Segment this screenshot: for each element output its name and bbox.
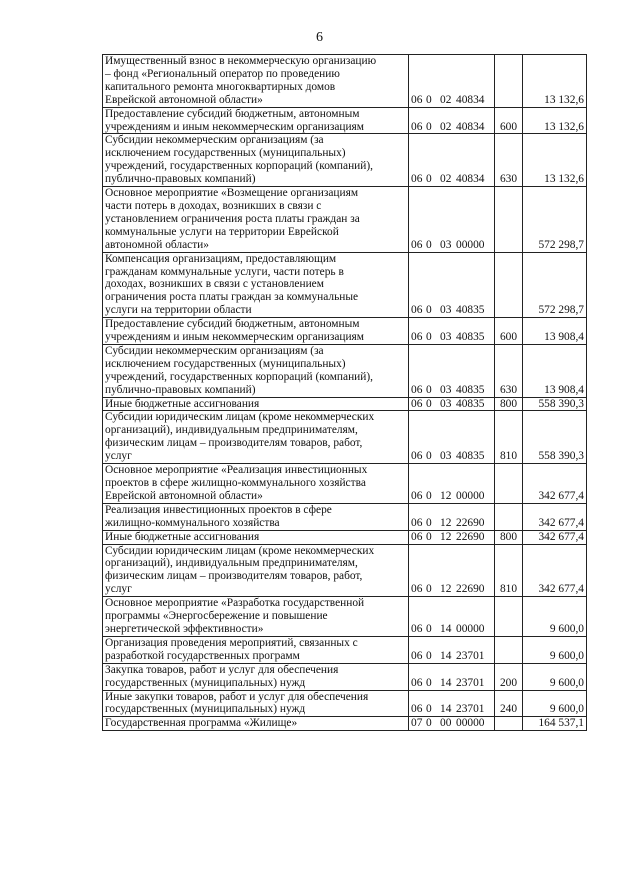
row-code-cell (409, 252, 495, 318)
row-name-line: Имущественный взнос в некоммерческую организацию (105, 55, 377, 67)
row-name-line: физическим лицам – производителям товаров, работ, (105, 570, 363, 583)
measure-code: 03 (440, 450, 452, 463)
row-expense-type (495, 636, 523, 663)
row-name-cell (103, 690, 409, 717)
row-expense-type: 600 (495, 318, 523, 345)
row-amount: 572 298,7 (523, 252, 587, 318)
row-name-line: проектов в сфере жилищно-коммунального хозяйства (105, 477, 366, 489)
program-code: 06 (411, 383, 423, 396)
row-name-cell (103, 252, 409, 318)
row-amount: 342 677,4 (523, 544, 587, 597)
direction-code: 00000 (456, 489, 485, 502)
subprogram-code: 0 (426, 489, 432, 502)
measure-code: 14 (440, 676, 452, 689)
row-name-line: части потерь в доходах, возникших в связи с (105, 199, 322, 212)
row-name-line: Иные бюджетные ассигнования (105, 397, 260, 410)
row-name-cell (103, 636, 409, 663)
row-name-line: Еврейской автономной области» (105, 93, 263, 106)
row-name-line: исключением государственных (муниципальных) (105, 147, 346, 160)
row-name-line: автономной области» (105, 238, 209, 251)
row-name-cell (103, 530, 409, 544)
row-name-cell (103, 397, 409, 411)
program-code: 07 (411, 717, 423, 730)
row-name-cell (103, 187, 409, 253)
row-amount: 9 600,0 (523, 690, 587, 717)
row-code-cell (409, 544, 495, 597)
row-name-line: Субсидии некоммерческим организациям (за (105, 134, 324, 147)
row-code-cell (409, 503, 495, 530)
row-name-line: Иные бюджетные ассигнования (105, 530, 260, 543)
row-code-cell (409, 107, 495, 134)
subprogram-code: 0 (426, 703, 432, 716)
measure-code: 12 (440, 489, 452, 502)
table-row (103, 55, 587, 108)
direction-code: 00000 (456, 238, 485, 251)
page-number: 6 (316, 30, 323, 45)
program-code: 06 (411, 583, 423, 596)
row-name-cell (103, 318, 409, 345)
row-expense-type: 630 (495, 344, 523, 397)
subprogram-code: 0 (426, 397, 432, 410)
measure-code: 14 (440, 622, 452, 635)
subprogram-code: 0 (426, 583, 432, 596)
direction-code: 22690 (456, 583, 485, 596)
row-expense-type: 600 (495, 107, 523, 134)
row-name-cell (103, 503, 409, 530)
row-name-cell (103, 464, 409, 504)
measure-code: 14 (440, 649, 452, 662)
direction-code: 40835 (456, 450, 485, 463)
row-expense-type (495, 55, 523, 108)
row-amount: 9 600,0 (523, 663, 587, 690)
row-expense-type: 630 (495, 134, 523, 187)
program-code: 06 (411, 676, 423, 689)
row-code-cell (409, 717, 495, 731)
measure-code: 12 (440, 583, 452, 596)
row-name-line: исключением государственных (муниципальных) (105, 357, 346, 370)
row-name-line: Иные закупки товаров, работ и услуг для обеспечения (105, 690, 369, 703)
direction-code: 40834 (456, 120, 485, 133)
row-expense-type: 800 (495, 530, 523, 544)
row-name-cell (103, 544, 409, 597)
row-name-line: услуги на территории области (105, 304, 252, 317)
program-code: 06 (411, 397, 423, 410)
row-name-cell (103, 55, 409, 108)
subprogram-code: 0 (426, 173, 432, 186)
row-name-line: Основное мероприятие «Возмещение организациям (105, 187, 359, 200)
subprogram-code: 0 (426, 450, 432, 463)
row-amount: 13 132,6 (523, 107, 587, 134)
row-name-line: разработкой государственных программ (105, 649, 300, 662)
measure-code: 03 (440, 383, 452, 396)
row-amount: 558 390,3 (523, 397, 587, 411)
row-name-line: учреждений, государственных корпораций (компаний), (105, 160, 374, 173)
row-name-line: Компенсация организациям, предоставляющим (105, 252, 337, 265)
program-code: 06 (411, 304, 423, 317)
row-name-cell (103, 107, 409, 134)
row-code-cell (409, 690, 495, 717)
table-row (103, 252, 587, 318)
subprogram-code: 0 (426, 331, 432, 344)
row-name-cell (103, 134, 409, 187)
row-expense-type (495, 187, 523, 253)
row-name-line: жилищно-коммунального хозяйства (105, 516, 280, 529)
program-code: 06 (411, 120, 423, 133)
table-row (103, 107, 587, 134)
row-amount: 9 600,0 (523, 597, 587, 637)
subprogram-code: 0 (426, 649, 432, 662)
row-name-line: Закупка товаров, работ и услуг для обеспечения (105, 663, 339, 676)
row-code-cell (409, 134, 495, 187)
row-name-line: публично-правовых компаний) (105, 173, 256, 186)
table-row (103, 344, 587, 397)
direction-code: 40834 (456, 173, 485, 186)
row-code-cell (409, 411, 495, 464)
measure-code: 14 (440, 703, 452, 716)
table-row (103, 636, 587, 663)
row-name-line: Субсидии некоммерческим организациям (за (105, 344, 324, 357)
program-code: 06 (411, 649, 423, 662)
row-name-line: организаций), индивидуальным предпринимателям, (105, 424, 358, 437)
row-name-line: Государственная программа «Жилище» (105, 717, 298, 730)
program-code: 06 (411, 238, 423, 251)
row-expense-type (495, 503, 523, 530)
row-expense-type: 810 (495, 411, 523, 464)
program-code: 06 (411, 489, 423, 502)
row-amount: 13 908,4 (523, 344, 587, 397)
row-expense-type (495, 597, 523, 637)
row-code-cell (409, 597, 495, 637)
row-name-line: коммунальные услуги на территории Еврейской (105, 225, 339, 238)
row-code-cell (409, 530, 495, 544)
row-expense-type (495, 717, 523, 731)
row-amount: 13 908,4 (523, 318, 587, 345)
program-code: 06 (411, 331, 423, 344)
direction-code: 40835 (456, 304, 485, 317)
subprogram-code: 0 (426, 120, 432, 133)
row-name-line: учреждений, государственных корпораций (компаний), (105, 370, 374, 383)
row-name-line: услуг (105, 450, 132, 463)
measure-code: 03 (440, 304, 452, 317)
measure-code: 12 (440, 530, 452, 543)
row-amount: 164 537,1 (523, 717, 587, 731)
direction-code: 23701 (456, 703, 485, 716)
row-name-line: энергетической эффективности» (105, 622, 264, 635)
row-name-line: ограничения роста платы граждан за коммунальные (105, 291, 359, 304)
table-row (103, 187, 587, 253)
measure-code: 02 (440, 173, 452, 186)
table-row (103, 397, 587, 411)
row-name-line: услуг (105, 583, 132, 596)
subprogram-code: 0 (426, 238, 432, 251)
measure-code: 00 (440, 717, 452, 730)
row-code-cell (409, 55, 495, 108)
row-expense-type: 200 (495, 663, 523, 690)
subprogram-code: 0 (426, 383, 432, 396)
row-amount: 9 600,0 (523, 636, 587, 663)
row-name-line: капитального ремонта многоквартирных домов (105, 80, 336, 93)
row-name-line: Основное мероприятие «Разработка государственной (105, 597, 365, 610)
table-row (103, 530, 587, 544)
table-row (103, 134, 587, 187)
direction-code: 22690 (456, 516, 485, 529)
row-name-line: организаций), индивидуальным предпринимателям, (105, 557, 358, 570)
program-code: 06 (411, 622, 423, 635)
measure-code: 03 (440, 397, 452, 410)
measure-code: 03 (440, 238, 452, 251)
program-code: 06 (411, 530, 423, 543)
row-name-line: программы «Энергосбережение и повышение (105, 610, 328, 623)
direction-code: 00000 (456, 717, 485, 730)
budget-table (102, 54, 587, 731)
row-amount: 13 132,6 (523, 55, 587, 108)
row-name-line: физическим лицам – производителям товаров, работ, (105, 437, 363, 450)
row-name-cell (103, 411, 409, 464)
row-expense-type: 810 (495, 544, 523, 597)
row-name-line: гражданам коммунальные услуги, части потерь в (105, 265, 344, 278)
row-name-line: Предоставление субсидий бюджетным, автономным (105, 107, 360, 120)
row-amount: 558 390,3 (523, 411, 587, 464)
row-name-cell (103, 344, 409, 397)
table-row (103, 717, 587, 731)
row-expense-type: 240 (495, 690, 523, 717)
program-code: 06 (411, 173, 423, 186)
program-code: 06 (411, 450, 423, 463)
row-amount: 342 677,4 (523, 503, 587, 530)
row-amount: 342 677,4 (523, 530, 587, 544)
subprogram-code: 0 (426, 717, 432, 730)
direction-code: 23701 (456, 649, 485, 662)
row-name-line: Субсидии юридическим лицам (кроме некоммерческих (105, 544, 375, 557)
row-code-cell (409, 663, 495, 690)
row-code-cell (409, 344, 495, 397)
direction-code: 40835 (456, 383, 485, 396)
row-name-line: публично-правовых компаний) (105, 383, 256, 396)
direction-code: 40835 (456, 331, 485, 344)
subprogram-code: 0 (426, 676, 432, 689)
table-row (103, 318, 587, 345)
measure-code: 02 (440, 120, 452, 133)
row-name-cell (103, 597, 409, 637)
row-name-line: установлением ограничения роста платы граждан за (105, 212, 360, 225)
program-code: 06 (411, 516, 423, 529)
row-name-line: государственных (муниципальных) нужд (105, 676, 306, 689)
row-name-line: Основное мероприятие «Реализация инвестиционных (105, 464, 368, 477)
subprogram-code: 0 (426, 304, 432, 317)
row-code-cell (409, 187, 495, 253)
direction-code: 23701 (456, 676, 485, 689)
row-name-line: Еврейской автономной области» (105, 489, 263, 502)
row-name-line: Реализация инвестиционных проектов в сфере (105, 503, 332, 516)
direction-code: 00000 (456, 622, 485, 635)
row-code-cell (409, 318, 495, 345)
row-name-line: учреждениям и иным некоммерческим организациям (105, 120, 365, 133)
row-code-cell (409, 397, 495, 411)
table-row (103, 663, 587, 690)
row-name-line: доходах, возникших в связи с установлением (105, 278, 324, 291)
program-code: 06 (411, 703, 423, 716)
row-name-line: государственных (муниципальных) нужд (105, 703, 306, 716)
row-amount: 342 677,4 (523, 464, 587, 504)
row-code-cell (409, 464, 495, 504)
row-name-cell (103, 717, 409, 731)
subprogram-code: 0 (426, 93, 432, 106)
program-code: 06 (411, 93, 423, 106)
measure-code: 02 (440, 93, 452, 106)
direction-code: 40835 (456, 397, 485, 410)
measure-code: 03 (440, 331, 452, 344)
row-amount: 572 298,7 (523, 187, 587, 253)
row-expense-type (495, 464, 523, 504)
row-name-line: Субсидии юридическим лицам (кроме некоммерческих (105, 411, 375, 424)
table-row (103, 597, 587, 637)
table-row (103, 544, 587, 597)
table-row (103, 690, 587, 717)
row-name-line: – фонд «Региональный оператор по проведению (105, 67, 340, 80)
direction-code: 40834 (456, 93, 485, 106)
row-name-line: Организация проведения мероприятий, связанных с (105, 636, 358, 649)
row-code-cell (409, 636, 495, 663)
row-expense-type (495, 252, 523, 318)
row-name-line: учреждениям и иным некоммерческим организациям (105, 331, 365, 344)
table-row (103, 464, 587, 504)
row-name-cell (103, 663, 409, 690)
measure-code: 12 (440, 516, 452, 529)
subprogram-code: 0 (426, 622, 432, 635)
subprogram-code: 0 (426, 530, 432, 543)
subprogram-code: 0 (426, 516, 432, 529)
direction-code: 22690 (456, 530, 485, 543)
row-expense-type: 800 (495, 397, 523, 411)
table-row (103, 411, 587, 464)
row-name-line: Предоставление субсидий бюджетным, автономным (105, 318, 360, 331)
table-row (103, 503, 587, 530)
row-amount: 13 132,6 (523, 134, 587, 187)
